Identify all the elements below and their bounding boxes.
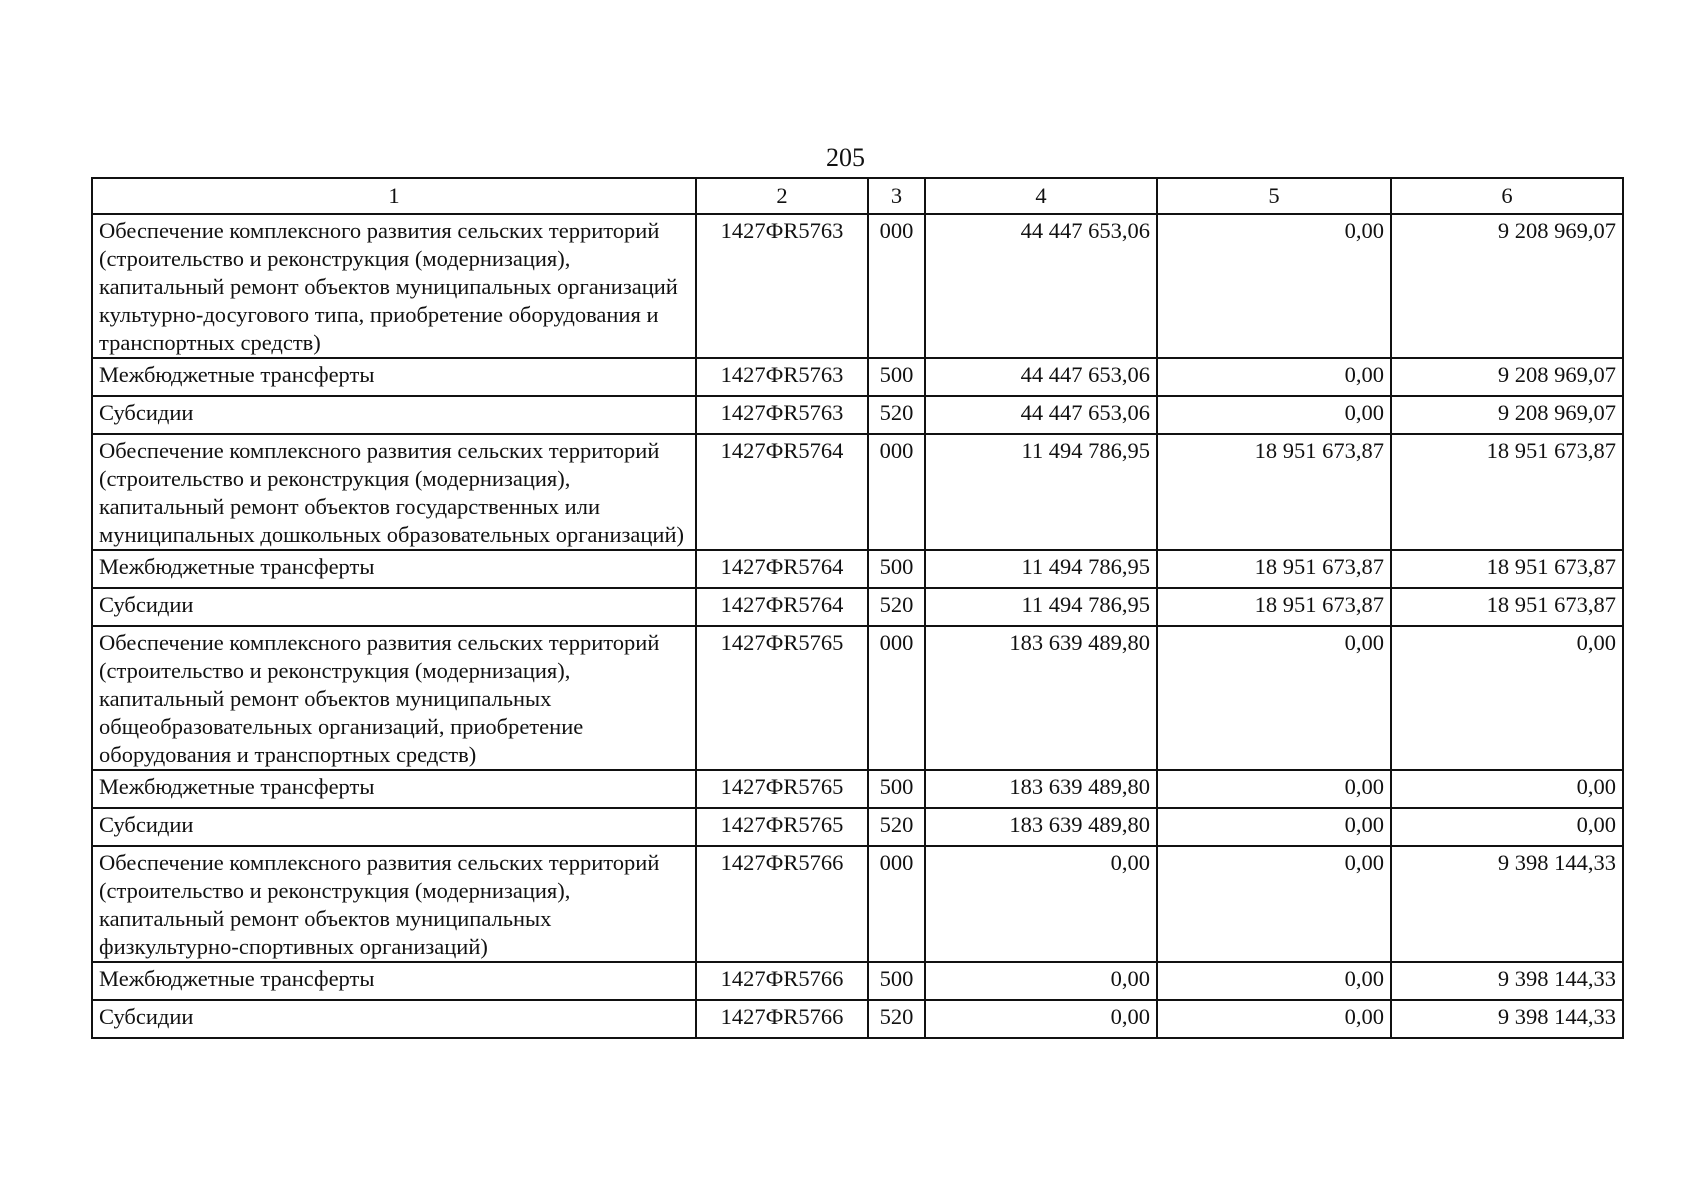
- row-code: 1427ФR5764: [696, 588, 868, 626]
- table-row: [92, 962, 1623, 1000]
- row-value-6: 9 398 144,33: [1391, 1000, 1623, 1038]
- row-type: 000: [868, 434, 925, 550]
- row-code: 1427ФR5765: [696, 626, 868, 770]
- row-value-6: 9 208 969,07: [1391, 214, 1623, 358]
- column-header: 5: [1157, 178, 1391, 214]
- row-value-4: 44 447 653,06: [925, 358, 1157, 396]
- row-code: 1427ФR5765: [696, 770, 868, 808]
- row-code: 1427ФR5764: [696, 550, 868, 588]
- row-value-4: 11 494 786,95: [925, 434, 1157, 550]
- table-row: [92, 626, 1623, 770]
- row-value-4: 183 639 489,80: [925, 808, 1157, 846]
- column-header: 4: [925, 178, 1157, 214]
- column-header: 3: [868, 178, 925, 214]
- row-code: 1427ФR5765: [696, 808, 868, 846]
- row-value-5: 18 951 673,87: [1157, 550, 1391, 588]
- row-name: Межбюджетные трансферты: [92, 770, 696, 808]
- row-value-4: 44 447 653,06: [925, 396, 1157, 434]
- table-row: [92, 808, 1623, 846]
- row-type: 520: [868, 588, 925, 626]
- table-header-row: [92, 178, 1623, 214]
- row-code: 1427ФR5764: [696, 434, 868, 550]
- row-value-4: 183 639 489,80: [925, 626, 1157, 770]
- row-name: Обеспечение комплексного развития сельских территорий (строительство и реконструкция (модернизация), капитальный ремонт объектов муниципальных организаций культурно-досугового типа, приобретение оборудования и транспортных средств): [92, 214, 696, 358]
- row-type: 520: [868, 1000, 925, 1038]
- row-value-5: 0,00: [1157, 808, 1391, 846]
- row-code: 1427ФR5763: [696, 396, 868, 434]
- row-name: Субсидии: [92, 808, 696, 846]
- table-row: [92, 550, 1623, 588]
- row-type: 520: [868, 808, 925, 846]
- table-row: [92, 846, 1623, 962]
- row-type: 500: [868, 550, 925, 588]
- row-value-6: 9 398 144,33: [1391, 962, 1623, 1000]
- row-value-6: 9 398 144,33: [1391, 846, 1623, 962]
- row-value-4: 0,00: [925, 1000, 1157, 1038]
- row-value-5: 0,00: [1157, 396, 1391, 434]
- row-value-5: 0,00: [1157, 214, 1391, 358]
- row-name: Межбюджетные трансферты: [92, 358, 696, 396]
- table-row: [92, 770, 1623, 808]
- row-value-6: 18 951 673,87: [1391, 434, 1623, 550]
- row-value-5: 18 951 673,87: [1157, 434, 1391, 550]
- row-name: Обеспечение комплексного развития сельских территорий (строительство и реконструкция (модернизация), капитальный ремонт объектов муниципальных общеобразовательных организаций, приобретение оборудования и транспортных средств): [92, 626, 696, 770]
- table-row: [92, 1000, 1623, 1038]
- row-value-6: 0,00: [1391, 626, 1623, 770]
- row-value-6: 9 208 969,07: [1391, 358, 1623, 396]
- row-name: Межбюджетные трансферты: [92, 550, 696, 588]
- row-type: 000: [868, 214, 925, 358]
- table-row: [92, 358, 1623, 396]
- row-value-4: 0,00: [925, 962, 1157, 1000]
- row-value-5: 18 951 673,87: [1157, 588, 1391, 626]
- row-value-5: 0,00: [1157, 358, 1391, 396]
- table-row: [92, 434, 1623, 550]
- row-value-4: 183 639 489,80: [925, 770, 1157, 808]
- row-value-5: 0,00: [1157, 962, 1391, 1000]
- row-value-4: 11 494 786,95: [925, 588, 1157, 626]
- page-number: 205: [826, 143, 865, 172]
- row-type: 500: [868, 770, 925, 808]
- row-value-4: 11 494 786,95: [925, 550, 1157, 588]
- budget-table: [91, 177, 1624, 1039]
- table-row: [92, 214, 1623, 358]
- row-value-5: 0,00: [1157, 770, 1391, 808]
- column-header: 2: [696, 178, 868, 214]
- row-type: 000: [868, 846, 925, 962]
- row-code: 1427ФR5766: [696, 1000, 868, 1038]
- row-value-6: 9 208 969,07: [1391, 396, 1623, 434]
- row-code: 1427ФR5763: [696, 358, 868, 396]
- column-header: 1: [92, 178, 696, 214]
- row-value-6: 0,00: [1391, 808, 1623, 846]
- row-value-6: 18 951 673,87: [1391, 550, 1623, 588]
- row-value-5: 0,00: [1157, 1000, 1391, 1038]
- table-row: [92, 396, 1623, 434]
- row-name: Субсидии: [92, 396, 696, 434]
- row-code: 1427ФR5766: [696, 846, 868, 962]
- row-code: 1427ФR5763: [696, 214, 868, 358]
- row-name: Обеспечение комплексного развития сельских территорий (строительство и реконструкция (модернизация), капитальный ремонт объектов государственных или муниципальных дошкольных образовательных организаций): [92, 434, 696, 550]
- table-row: [92, 588, 1623, 626]
- row-type: 500: [868, 962, 925, 1000]
- row-name: Межбюджетные трансферты: [92, 962, 696, 1000]
- row-name: Субсидии: [92, 1000, 696, 1038]
- row-type: 000: [868, 626, 925, 770]
- row-value-4: 44 447 653,06: [925, 214, 1157, 358]
- row-value-6: 18 951 673,87: [1391, 588, 1623, 626]
- row-name: Обеспечение комплексного развития сельских территорий (строительство и реконструкция (модернизация), капитальный ремонт объектов муниципальных физкультурно-спортивных организаций): [92, 846, 696, 962]
- row-value-6: 0,00: [1391, 770, 1623, 808]
- column-header: 6: [1391, 178, 1623, 214]
- row-type: 520: [868, 396, 925, 434]
- row-value-5: 0,00: [1157, 626, 1391, 770]
- row-name: Субсидии: [92, 588, 696, 626]
- row-code: 1427ФR5766: [696, 962, 868, 1000]
- row-value-4: 0,00: [925, 846, 1157, 962]
- row-type: 500: [868, 358, 925, 396]
- row-value-5: 0,00: [1157, 846, 1391, 962]
